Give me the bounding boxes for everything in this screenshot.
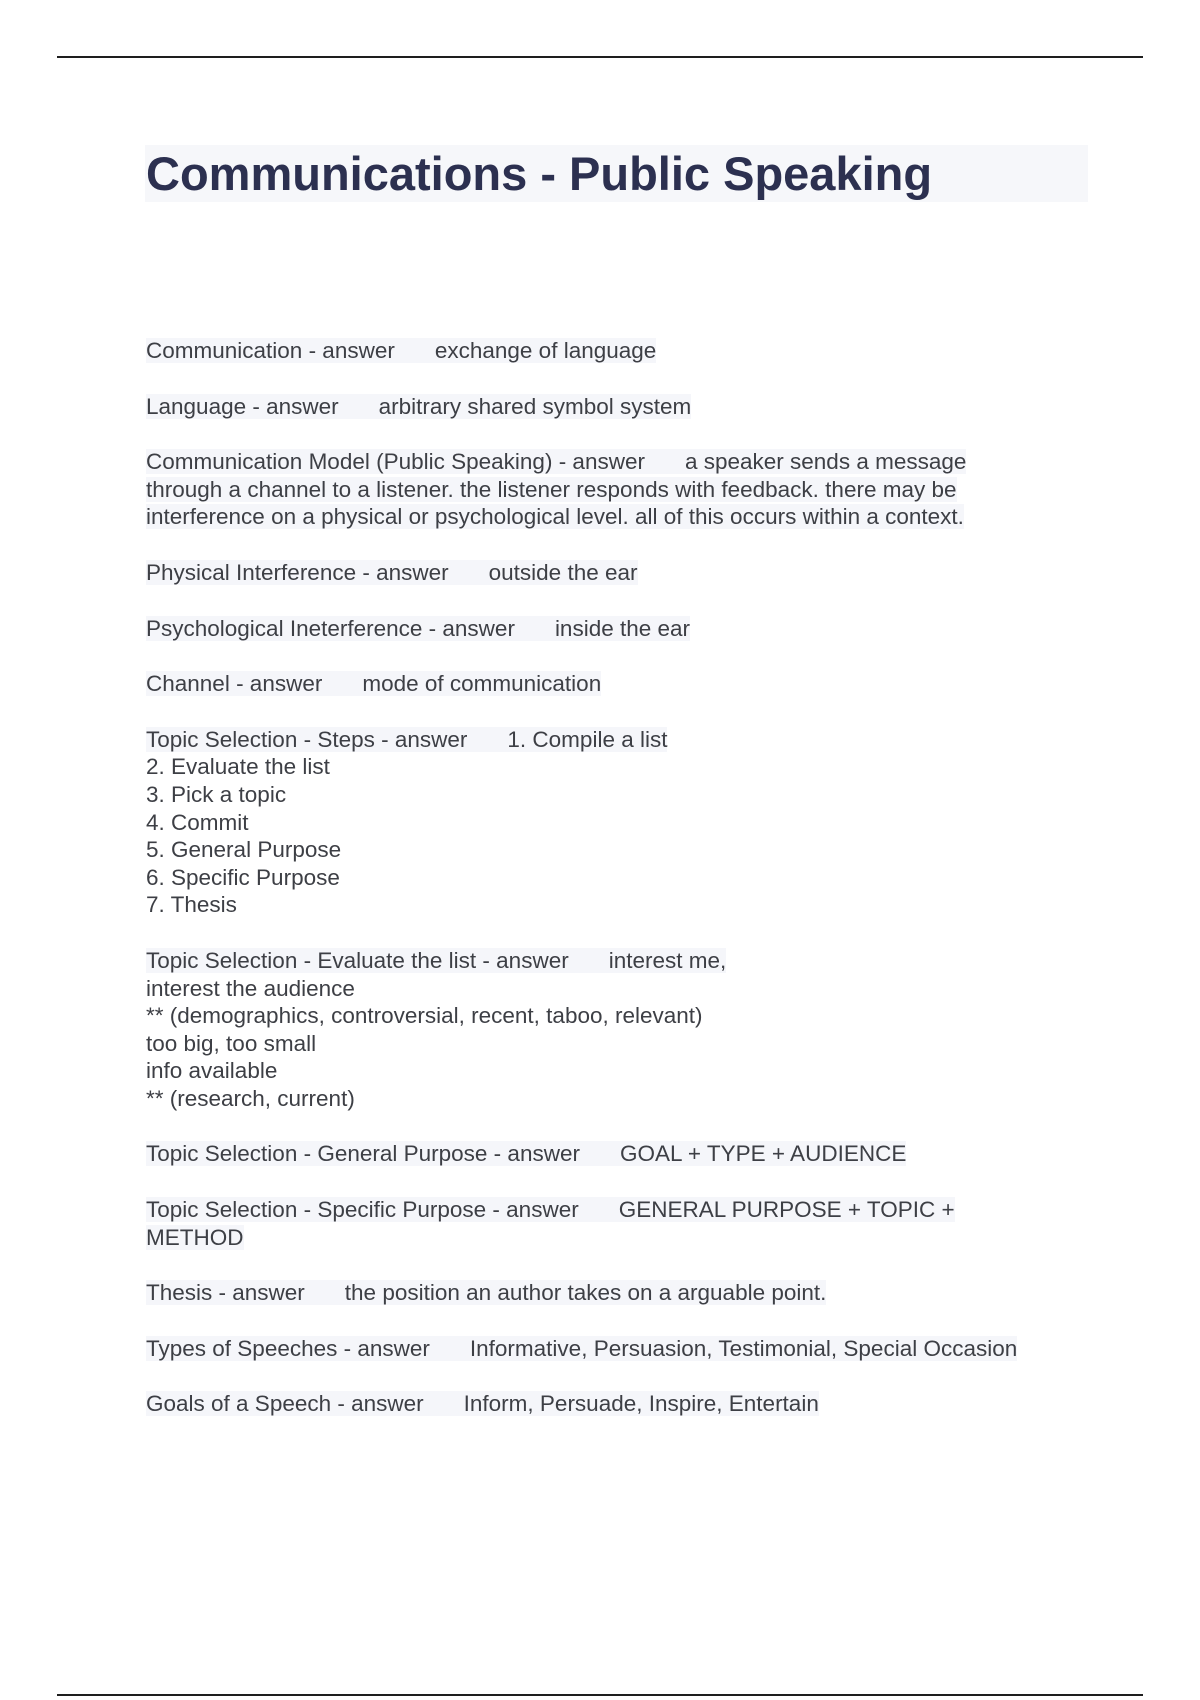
entry-definition: 4. Commit — [146, 809, 249, 835]
entry-definition: ** (research, current) — [146, 1085, 355, 1111]
flashcard-entry — [146, 615, 1106, 643]
entry-definition: exchange of language — [434, 338, 657, 363]
entry-term: Topic Selection - Steps - answer — [146, 726, 468, 752]
entry-term: Topic Selection - General Purpose - answer — [146, 1141, 580, 1167]
entry-definition: interest me, — [608, 947, 727, 973]
entry-definition: GOAL + TYPE + AUDIENCE — [619, 1141, 907, 1167]
entry-definition: 5. General Purpose — [146, 837, 342, 863]
entry-definition: ** (demographics, controversial, recent, taboo, relevant) — [146, 1003, 703, 1029]
entry-definition: info available — [146, 1058, 278, 1084]
entry-definition: 2. Evaluate the list — [146, 754, 330, 780]
entry-term: Goals of a Speech - answer — [146, 1391, 424, 1417]
entry-term: Communication - answer — [146, 338, 395, 363]
entry-definition: 6. Specific Purpose — [146, 864, 340, 890]
flashcard-entry — [146, 559, 1106, 587]
entry-definition: too big, too small — [146, 1030, 317, 1056]
entry-definition: outside the ear — [488, 559, 638, 585]
entry-definition: interference on a physical or psychological level. all of this occurs within a context. — [146, 504, 964, 530]
entry-term: Communication Model (Public Speaking) - answer — [146, 449, 645, 475]
entry-definition: mode of communication — [362, 671, 602, 697]
entry-term: Channel - answer — [146, 671, 323, 697]
entry-definition: arbitrary shared symbol system — [378, 393, 692, 419]
entry-definition: 3. Pick a topic — [146, 781, 287, 807]
flashcard-entry — [146, 1335, 1106, 1363]
entry-term: Psychological Ineterference - answer — [146, 615, 515, 641]
entry-definition: a speaker sends a message — [684, 449, 967, 475]
entry-definition: METHOD — [146, 1224, 244, 1250]
entry-definition: the position an author takes on a arguable point. — [344, 1280, 827, 1306]
flashcard-entry — [146, 726, 1106, 919]
entry-term: Types of Speeches - answer — [146, 1335, 430, 1361]
bottom-rule — [57, 1694, 1143, 1696]
entry-term: Physical Interference - answer — [146, 559, 449, 585]
page-title: Communications - Public Speaking — [146, 147, 933, 200]
flashcard-entry — [146, 1279, 1106, 1307]
entry-definition: interest the audience — [146, 975, 355, 1001]
entry-definition: through a channel to a listener. the listener responds with feedback. there may be — [146, 476, 957, 502]
entry-definition: 7. Thesis — [146, 892, 237, 918]
entry-definition: GENERAL PURPOSE + TOPIC + — [618, 1197, 955, 1223]
entry-definition: 1. Compile a list — [507, 726, 668, 752]
entry-term: Topic Selection - Evaluate the list - answer — [146, 947, 569, 973]
flashcard-entry — [146, 1140, 1106, 1168]
entry-definition: Informative, Persuasion, Testimonial, Special Occasion — [469, 1335, 1018, 1361]
flashcard-entry — [146, 1390, 1106, 1418]
flashcard-entry — [146, 448, 1106, 531]
entry-term: Language - answer — [146, 393, 339, 419]
flashcard-entry — [146, 1196, 1106, 1251]
flashcard-entry — [146, 337, 1106, 365]
entry-term: Thesis - answer — [146, 1280, 305, 1306]
entry-definition: inside the ear — [554, 615, 691, 641]
flashcard-entry — [146, 947, 1106, 1113]
flashcard-list — [146, 337, 1106, 1418]
top-rule — [57, 56, 1143, 58]
entry-term: Topic Selection - Specific Purpose - answer — [146, 1197, 579, 1223]
flashcard-entry — [146, 670, 1106, 698]
flashcard-entry — [146, 393, 1106, 421]
entry-definition: Inform, Persuade, Inspire, Entertain — [463, 1391, 819, 1417]
